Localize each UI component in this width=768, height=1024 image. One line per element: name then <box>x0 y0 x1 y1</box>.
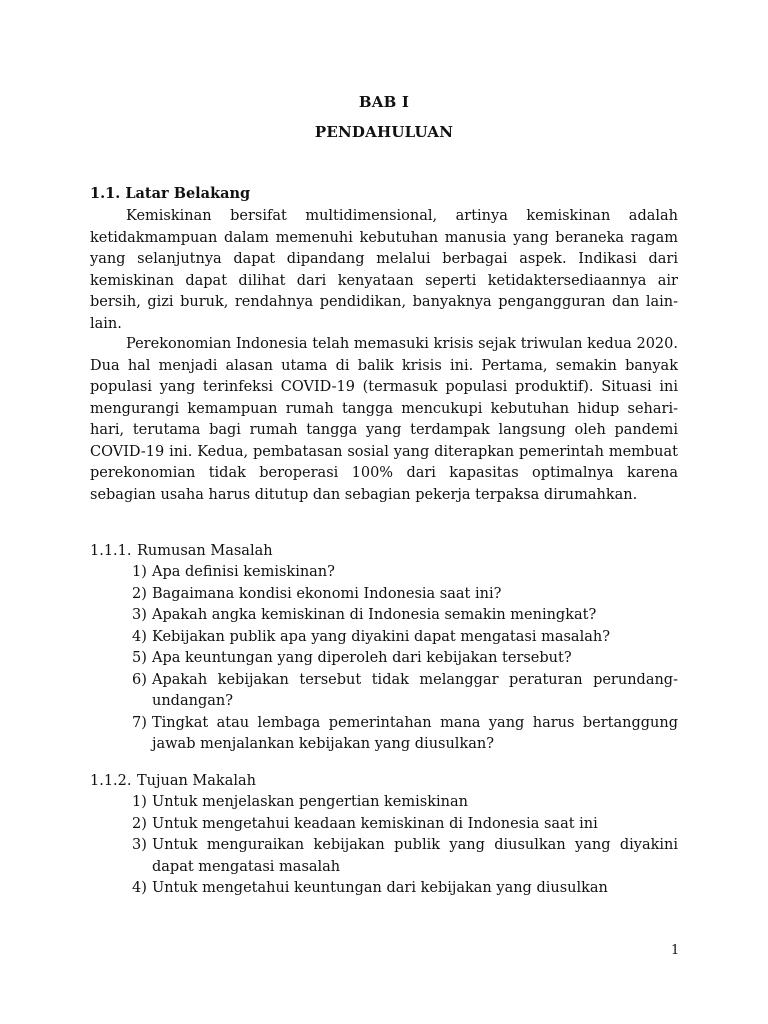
list-item <box>132 627 678 649</box>
list-marker: 2) <box>132 815 147 832</box>
subheading-rumusan-masalah <box>90 541 273 563</box>
tujuan-makalah-list <box>132 792 678 900</box>
chapter-title: PENDAHULUAN <box>314 123 454 141</box>
list-marker: 4) <box>132 628 147 645</box>
subheading-number: 1.1.1. <box>90 543 132 559</box>
rumusan-masalah-list <box>132 562 678 756</box>
list-marker: 7) <box>132 714 147 731</box>
list-marker: 4) <box>132 880 147 896</box>
section-heading-latar-belakang: 1.1. Latar Belakang <box>90 185 251 202</box>
list-item <box>132 814 678 836</box>
list-marker: 5) <box>132 650 147 666</box>
list-item-text: Apa definisi kemiskinan? <box>152 564 335 580</box>
list-item <box>132 584 678 606</box>
list-marker: 3) <box>132 837 147 853</box>
list-marker: 1) <box>132 564 147 580</box>
paragraph-kemiskinan: Kemiskinan bersifat multidimensional, artinya kemiskinan adalah ketidakmampuan dalam memenuhi kebutuhan manusia yang beraneka ragam yang selanjutnya dapat dipandang melalui berbagai aspek. Indikasi dari kemiskinan dapat dilihat dari kenyataan seperti ketidaktersediaannya air bersih, gizi buruk, rendahnya pendidikan, banyaknya pengangguran dan lain-lain. <box>90 208 678 332</box>
list-marker: 2) <box>132 585 147 602</box>
subheading-label: Rumusan Masalah <box>137 543 273 559</box>
list-item-text: Apakah angka kemiskinan di Indonesia semakin meningkat? <box>152 607 597 623</box>
subheading-label: Tujuan Makalah <box>137 773 256 789</box>
list-marker: 6) <box>132 671 147 688</box>
list-item-text: Bagaimana kondisi ekonomi Indonesia saat ini? <box>152 585 502 602</box>
list-marker: 1) <box>132 794 147 810</box>
list-marker: 3) <box>132 607 147 623</box>
list-item <box>132 562 678 584</box>
list-item-text: Untuk menjelaskan pengertian kemiskinan <box>152 794 468 810</box>
list-item-text: Untuk mengetahui keuntungan dari kebijakan yang diusulkan <box>152 880 608 896</box>
list-item-text: Kebijakan publik apa yang diyakini dapat mengatasi masalah? <box>152 628 610 645</box>
paragraph-perekonomian: Perekonomian Indonesia telah memasuki krisis sejak triwulan kedua 2020. Dua hal menjadi alasan utama di balik krisis ini. Pertama, semakin banyak populasi yang terinfeksi COVID-19 (termasuk populasi produktif). Situasi ini mengurangi kemampuan rumah tangga mencukupi kebutuhan hidup sehari-hari, terutama bagi rumah tangga yang terdampak langsung oleh pandemi COVID-19 ini. Kedua, pembatasan sosial yang diterapkan pemerintah membuat perekonomian tidak beroperasi 100% dari kapasitas optimalnya karena sebagian usaha harus ditutup dan sebagian pekerja terpaksa dirumahkan. <box>90 336 678 503</box>
list-item <box>132 792 678 814</box>
list-item <box>132 605 678 627</box>
list-item-text: Tingkat atau lembaga pemerintahan mana yang harus bertanggung jawab menjalankan kebijakan yang diusulkan? <box>152 714 678 752</box>
list-item <box>132 670 678 713</box>
list-item <box>132 878 678 900</box>
list-item <box>132 648 678 670</box>
chapter-number: BAB I <box>358 93 410 111</box>
list-item-text: Untuk mengetahui keadaan kemiskinan di Indonesia saat ini <box>152 815 598 832</box>
list-item-text: Untuk menguraikan kebijakan publik yang diusulkan yang diyakini dapat mengatasi masalah <box>152 837 678 875</box>
subheading-tujuan-makalah <box>90 771 256 793</box>
subheading-number: 1.1.2. <box>90 773 132 789</box>
page-number: 1 <box>671 943 680 958</box>
list-item <box>132 713 678 756</box>
list-item-text: Apakah kebijakan tersebut tidak melanggar peraturan perundang-undangan? <box>152 671 678 709</box>
list-item-text: Apa keuntungan yang diperoleh dari kebijakan tersebut? <box>152 650 572 666</box>
list-item <box>132 835 678 878</box>
